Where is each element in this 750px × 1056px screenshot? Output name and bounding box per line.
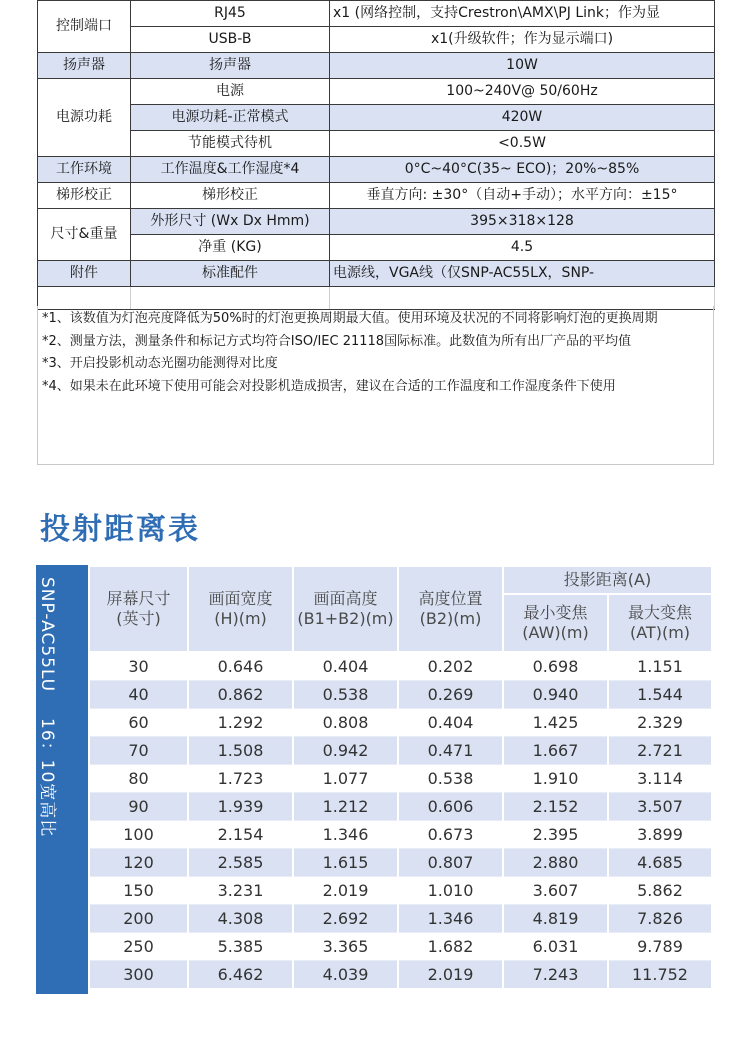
- table-row: [89, 737, 712, 765]
- table-cell: 0.202: [398, 652, 503, 681]
- spec-item: 外形尺寸 (Wx Dx Hmm): [131, 209, 330, 235]
- spec-group: 控制端口: [38, 1, 131, 53]
- spec-value: <0.5W: [330, 131, 715, 157]
- table-cell: 2.692: [293, 905, 398, 933]
- table-cell: 0.646: [188, 652, 293, 681]
- header-image-height: 画面高度 (B1+B2)(m): [293, 566, 398, 652]
- table-cell: 2.329: [608, 709, 712, 737]
- table-cell: 4.308: [188, 905, 293, 933]
- spec-row: [38, 235, 715, 261]
- table-cell: 60: [89, 709, 188, 737]
- header-image-width: 画面宽度 (H)(m): [188, 566, 293, 652]
- spec-group: 附件: [38, 261, 131, 287]
- spec-value: 垂直方向: ±30°（自动+手动）；水平方向：±15°: [330, 183, 715, 209]
- table-cell: 0.807: [398, 849, 503, 877]
- spec-row: [38, 105, 715, 131]
- spec-value: 420W: [330, 105, 715, 131]
- spec-row: [38, 183, 715, 209]
- spec-value: x1(升级软件；作为显示端口): [330, 27, 715, 53]
- spec-item: 扬声器: [131, 53, 330, 79]
- table-row: [89, 905, 712, 933]
- table-cell: 0.471: [398, 737, 503, 765]
- table-row: [89, 877, 712, 905]
- spec-row: [38, 79, 715, 105]
- table-cell: 1.292: [188, 709, 293, 737]
- table-cell: 1.010: [398, 877, 503, 905]
- table-cell: 300: [89, 961, 188, 989]
- table-cell: 30: [89, 652, 188, 681]
- spec-group: 梯形校正: [38, 183, 131, 209]
- table-cell: 5.385: [188, 933, 293, 961]
- spec-item: 节能模式待机: [131, 131, 330, 157]
- table-cell: 1.910: [503, 765, 608, 793]
- table-cell: 1.346: [293, 821, 398, 849]
- table-row: [89, 793, 712, 821]
- header-height-position: 高度位置 (B2)(m): [398, 566, 503, 652]
- table-cell: 1.425: [503, 709, 608, 737]
- table-row: [89, 849, 712, 877]
- table-cell: 1.615: [293, 849, 398, 877]
- throw-table-body: [89, 652, 712, 988]
- spec-group: 工作环境: [38, 157, 131, 183]
- table-cell: 3.365: [293, 933, 398, 961]
- table-cell: 3.231: [188, 877, 293, 905]
- spec-item: RJ45: [131, 1, 330, 27]
- spec-value: 电源线，VGA线（仅SNP-AC55LX，SNP-: [330, 261, 715, 287]
- spec-table: [37, 0, 715, 310]
- table-cell: 3.607: [503, 877, 608, 905]
- footnote: *3、开启投影机动态光圈功能测得对比度: [42, 356, 278, 371]
- spec-row: [38, 261, 715, 287]
- spec-value: 0°C~40°C(35~ ECO)；20%~85%: [330, 157, 715, 183]
- footnote: *1、该数值为灯泡亮度降低为50%时的灯泡更换周期最大值。使用环境及状况的不同将影响灯泡的更换周期: [42, 311, 658, 326]
- header-min-zoom: 最小变焦 (AW)(m): [503, 594, 608, 652]
- table-cell: 0.673: [398, 821, 503, 849]
- table-cell: 0.404: [398, 709, 503, 737]
- model-label: SNP-AC55LU: [37, 577, 57, 693]
- spec-group: 电源功耗: [38, 79, 131, 157]
- table-row: [89, 961, 712, 989]
- table-row: [89, 652, 712, 681]
- table-cell: 2.019: [293, 877, 398, 905]
- table-cell: 0.942: [293, 737, 398, 765]
- table-cell: 5.862: [608, 877, 712, 905]
- throw-distance-table: [88, 565, 713, 988]
- spec-item: 梯形校正: [131, 183, 330, 209]
- table-cell: 1.077: [293, 765, 398, 793]
- aspect-label: 16：10宽高比: [37, 718, 57, 838]
- footnotes: [37, 306, 714, 465]
- spec-value: 100~240V@ 50/60Hz: [330, 79, 715, 105]
- spec-value: 395×318×128: [330, 209, 715, 235]
- table-cell: 250: [89, 933, 188, 961]
- table-cell: 0.698: [503, 652, 608, 681]
- spec-row: [38, 157, 715, 183]
- spec-item: 标准配件: [131, 261, 330, 287]
- table-cell: 1.723: [188, 765, 293, 793]
- table-cell: 2.880: [503, 849, 608, 877]
- table-cell: 90: [89, 793, 188, 821]
- table-cell: 2.395: [503, 821, 608, 849]
- table-cell: 6.462: [188, 961, 293, 989]
- spec-item: 工作温度&工作湿度*4: [131, 157, 330, 183]
- header-throw-distance: 投影距离(A): [503, 566, 712, 594]
- spec-row: [38, 1, 715, 27]
- table-cell: 1.544: [608, 681, 712, 709]
- table-row: [89, 681, 712, 709]
- spec-row: [38, 27, 715, 53]
- table-cell: 0.808: [293, 709, 398, 737]
- table-cell: 9.789: [608, 933, 712, 961]
- table-cell: 1.346: [398, 905, 503, 933]
- table-cell: 1.508: [188, 737, 293, 765]
- table-cell: 3.507: [608, 793, 712, 821]
- table-cell: 3.114: [608, 765, 712, 793]
- spec-item: USB-B: [131, 27, 330, 53]
- spec-group: 扬声器: [38, 53, 131, 79]
- spec-value: 4.5: [330, 235, 715, 261]
- table-cell: 2.152: [503, 793, 608, 821]
- table-cell: 2.585: [188, 849, 293, 877]
- spec-row: [38, 131, 715, 157]
- table-cell: 2.154: [188, 821, 293, 849]
- spec-item: 电源功耗-正常模式: [131, 105, 330, 131]
- footnote: *2、测量方法，测量条件和标记方式均符合ISO/IEC 21118国际标准。此数值为所有出厂产品的平均值: [42, 333, 632, 349]
- table-cell: 40: [89, 681, 188, 709]
- spec-item: 净重 (KG): [131, 235, 330, 261]
- table-cell: 0.862: [188, 681, 293, 709]
- section-title: 投射距离表: [40, 512, 200, 547]
- table-cell: 150: [89, 877, 188, 905]
- table-cell: 100: [89, 821, 188, 849]
- table-cell: 1.667: [503, 737, 608, 765]
- spec-value: x1 (网络控制，支持Crestron\AMX\PJ Link；作为显: [330, 1, 715, 27]
- spec-group: 尺寸&重量: [38, 209, 131, 261]
- table-cell: 200: [89, 905, 188, 933]
- table-cell: 6.031: [503, 933, 608, 961]
- table-cell: 4.819: [503, 905, 608, 933]
- table-cell: 1.939: [188, 793, 293, 821]
- footnote: *4、如果未在此环境下使用可能会对投影机造成损害，建议在合适的工作温度和工作湿度条件下使用: [42, 378, 616, 394]
- table-cell: 120: [89, 849, 188, 877]
- table-cell: 0.404: [293, 652, 398, 681]
- table-cell: 2.019: [398, 961, 503, 989]
- table-cell: 0.606: [398, 793, 503, 821]
- spec-value: 10W: [330, 53, 715, 79]
- table-cell: 0.269: [398, 681, 503, 709]
- model-sidebar: [36, 565, 88, 994]
- table-cell: 7.826: [608, 905, 712, 933]
- spec-row: [38, 209, 715, 235]
- spec-row: [38, 53, 715, 79]
- table-cell: 4.685: [608, 849, 712, 877]
- table-cell: 80: [89, 765, 188, 793]
- table-cell: 11.752: [608, 961, 712, 989]
- table-cell: 0.538: [398, 765, 503, 793]
- table-cell: 1.212: [293, 793, 398, 821]
- table-row: [89, 821, 712, 849]
- spec-item: 电源: [131, 79, 330, 105]
- table-cell: 3.899: [608, 821, 712, 849]
- table-cell: 0.940: [503, 681, 608, 709]
- table-cell: 2.721: [608, 737, 712, 765]
- header-max-zoom: 最大变焦 (AT)(m): [608, 594, 712, 652]
- table-cell: 4.039: [293, 961, 398, 989]
- header-screen-size: 屏幕尺寸 (英寸): [89, 566, 188, 652]
- table-cell: 1.151: [608, 652, 712, 681]
- table-cell: 7.243: [503, 961, 608, 989]
- table-cell: 1.682: [398, 933, 503, 961]
- table-row: [89, 933, 712, 961]
- table-cell: 0.538: [293, 681, 398, 709]
- table-row: [89, 709, 712, 737]
- table-row: [89, 765, 712, 793]
- table-cell: 70: [89, 737, 188, 765]
